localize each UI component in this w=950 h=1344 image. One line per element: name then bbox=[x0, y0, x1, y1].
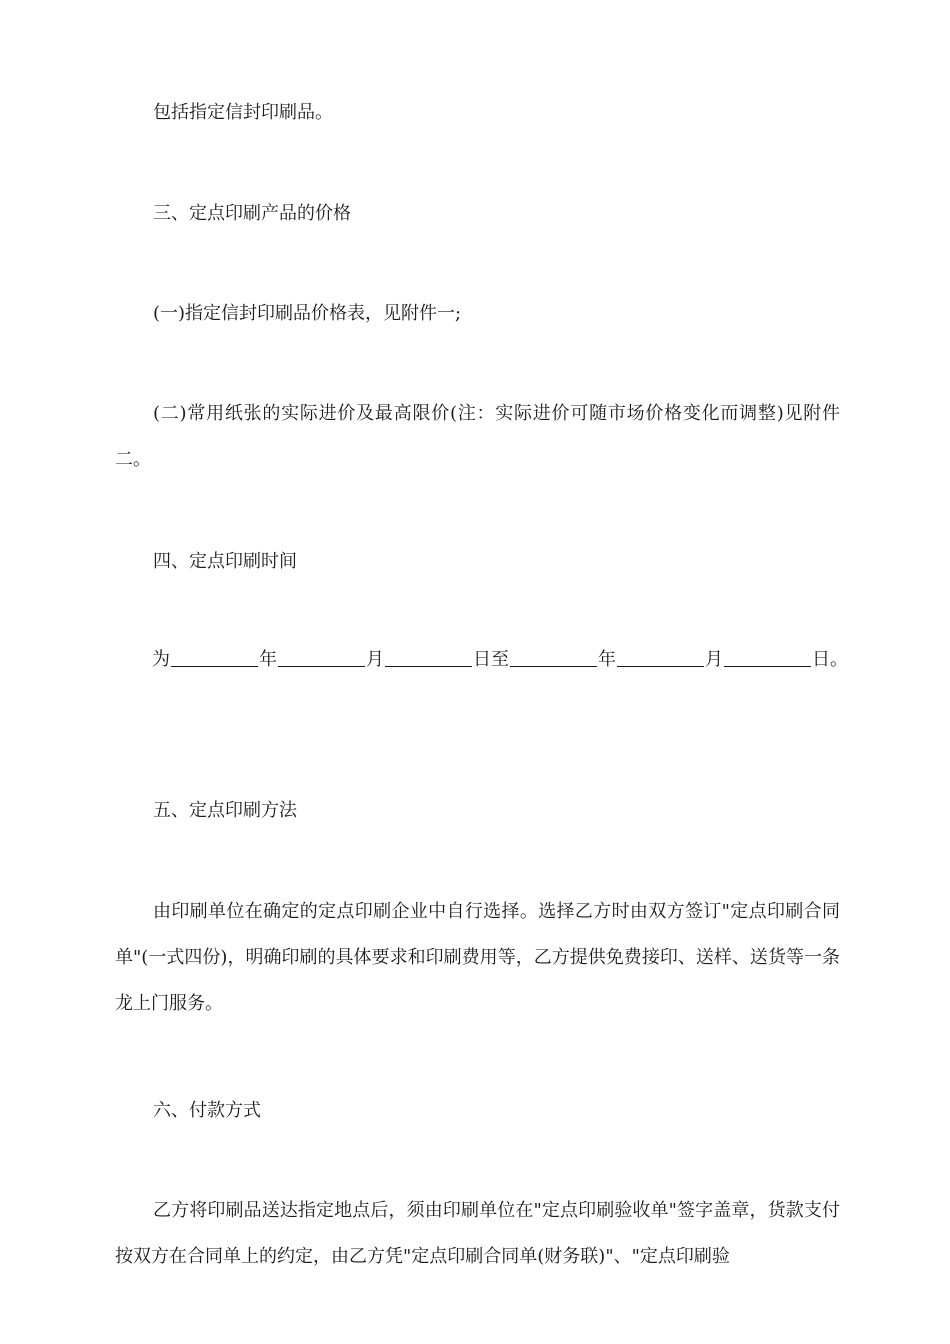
section-3-heading: 三、定点印刷产品的价格 bbox=[153, 203, 351, 224]
end-month-label: 月 bbox=[705, 649, 723, 670]
start-day-to-label: 日至 bbox=[473, 649, 509, 670]
end-day-blank bbox=[724, 665, 811, 667]
date-prefix: 为 bbox=[152, 649, 170, 670]
section-5-heading: 五、定点印刷方法 bbox=[153, 800, 297, 821]
start-month-blank bbox=[278, 665, 365, 667]
start-year-label: 年 bbox=[259, 649, 277, 670]
section-4-date-range bbox=[152, 651, 848, 669]
section-6-heading: 六、付款方式 bbox=[153, 1100, 261, 1121]
end-year-label: 年 bbox=[598, 649, 616, 670]
section-4-heading: 四、定点印刷时间 bbox=[153, 551, 297, 572]
end-month-blank bbox=[617, 665, 704, 667]
start-year-blank bbox=[171, 665, 258, 667]
section-3-item-1: (一)指定信封印刷品价格表，见附件一; bbox=[153, 303, 462, 324]
paragraph-scope-end: 包括指定信封印刷品。 bbox=[153, 102, 333, 123]
section-5-body: 由印刷单位在确定的定点印刷企业中自行选择。选择乙方时由双方签订"定点印刷合同单"(一式四份)，明确印刷的具体要求和印刷费用等，乙方提供免费接印、送样、送货等一条龙上门服务。 bbox=[115, 901, 840, 1014]
section-3-item-2: (二)常用纸张的实际进价及最高限价(注：实际进价可随市场价格变化而调整)见附件二。 bbox=[115, 403, 840, 470]
section-6-body: 乙方将印刷品送达指定地点后，须由印刷单位在"定点印刷验收单"签字盖章，货款支付按双方在合同单上的约定，由乙方凭"定点印刷合同单(财务联)"、"定点印刷验 bbox=[115, 1200, 840, 1267]
end-year-blank bbox=[510, 665, 597, 667]
start-month-label: 月 bbox=[366, 649, 384, 670]
end-day-label: 日。 bbox=[812, 649, 848, 670]
start-day-blank bbox=[385, 665, 472, 667]
